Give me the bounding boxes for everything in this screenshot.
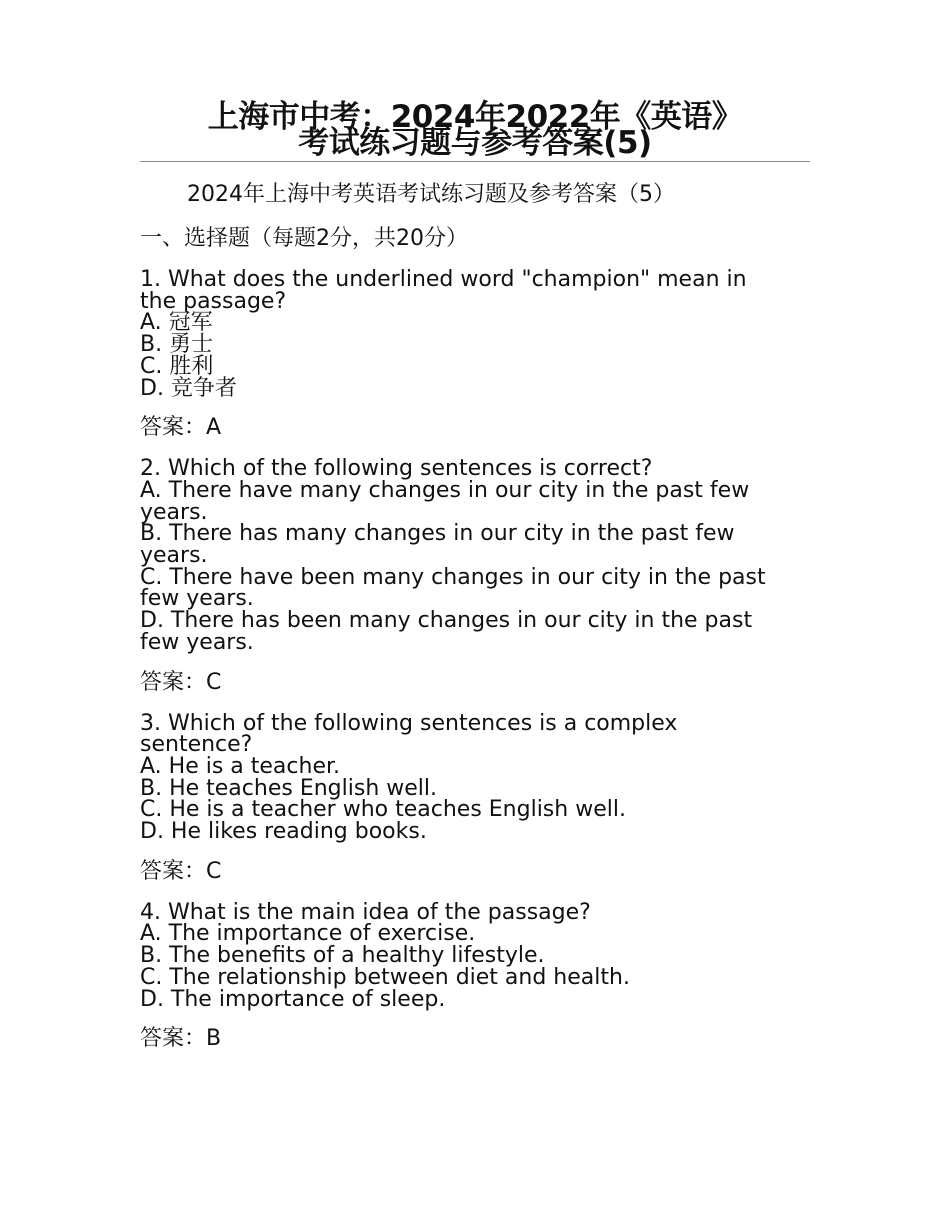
- option-a: A. The importance of exercise.: [140, 921, 476, 947]
- question-stem: 2. Which of the following sentences is correct?: [140, 456, 653, 482]
- answer-4: 答案：B: [140, 1026, 222, 1052]
- option-b: B. He teaches English well.: [140, 775, 437, 801]
- question-3: [140, 710, 812, 845]
- question-stem: 1. What does the underlined word "champion" mean in: [140, 267, 747, 292]
- option-d-continued: few years.: [140, 629, 254, 655]
- title-line-1: 上海市中考：2024年2022年《英语》: [207, 99, 743, 135]
- option-c: C. He is a teacher who teaches English well.: [140, 797, 626, 823]
- option-c-continued: few years.: [140, 586, 254, 612]
- option-a: A. 冠军: [140, 310, 213, 336]
- option-d: D. There has been many changes in our city in the past: [140, 608, 753, 634]
- option-c: C. 胜利: [140, 353, 214, 379]
- question-stem-continued: the passage?: [140, 288, 287, 314]
- option-a-continued: years.: [140, 499, 208, 525]
- document-body: [140, 225, 812, 1069]
- question-1: [140, 269, 812, 399]
- option-d: D. He likes reading books.: [140, 819, 427, 845]
- option-d: D. 竞争者: [140, 375, 237, 401]
- answer-1: 答案：A: [140, 415, 222, 441]
- document-title: [140, 99, 810, 161]
- question-2: [140, 458, 812, 653]
- option-d: D. The importance of sleep.: [140, 986, 446, 1012]
- option-a: A. He is a teacher.: [140, 753, 340, 779]
- answer-2: 答案：C: [140, 669, 222, 695]
- document-subtitle: 2024年上海中考英语考试练习题及参考答案（5）: [187, 182, 675, 207]
- answer-3: 答案：C: [140, 858, 222, 884]
- option-c: C. There have been many changes in our city in the past: [140, 564, 766, 590]
- option-c: C. The relationship between diet and health.: [140, 964, 630, 990]
- question-4: [140, 899, 812, 1012]
- title-divider: [140, 161, 810, 162]
- section-heading: 一、选择题（每题2分，共20分）: [140, 226, 468, 251]
- option-b-continued: years.: [140, 543, 208, 569]
- option-b: B. 勇士: [140, 332, 214, 358]
- question-stem-continued: sentence?: [140, 732, 253, 758]
- option-b: B. There has many changes in our city in the past few: [140, 521, 735, 547]
- title-line-2: 考试练习题与参考答案(5): [298, 125, 652, 161]
- question-stem: 4. What is the main idea of the passage?: [140, 899, 591, 925]
- question-stem: 3. Which of the following sentences is a complex: [140, 710, 678, 736]
- option-a: A. There have many changes in our city in the past few: [140, 477, 750, 503]
- option-b: B. The benefits of a healthy lifestyle.: [140, 943, 545, 969]
